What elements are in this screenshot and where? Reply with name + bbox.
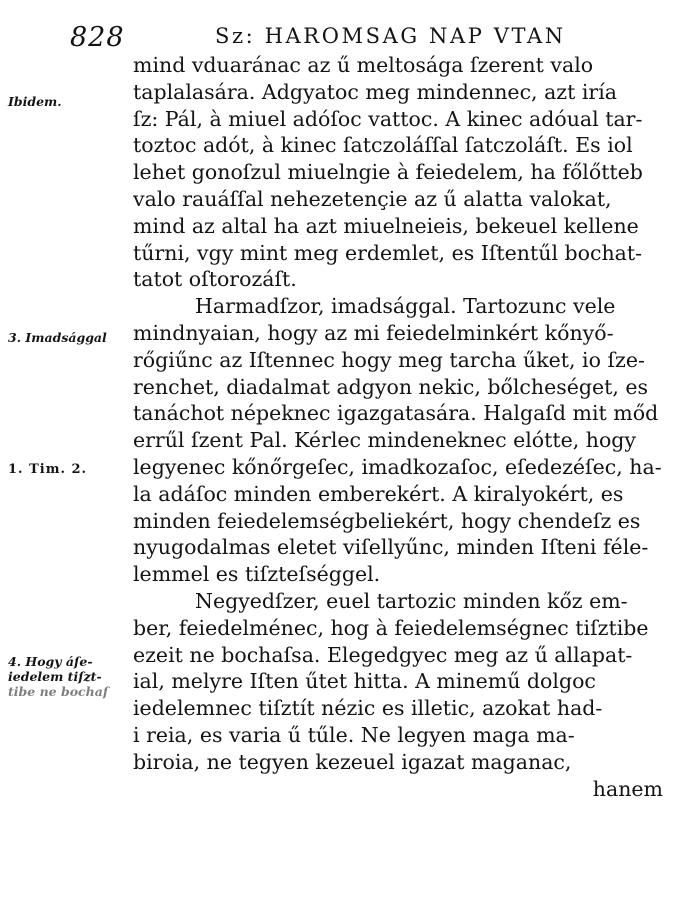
text-line: mind az altal ha azt miuelneieis, bekeuel kellene (133, 213, 639, 238)
text-line: tatot oſtorozáſt. (133, 267, 297, 292)
text-line: tűrni, vgy mint meg erdemlet, es Iſtentűl bochat- (133, 240, 643, 265)
text-line: iedelemnec tiſztít nézic es illetic, azokat had- (133, 696, 603, 721)
paragraph-start-line: Harmadſzor, imadsággal. Tartozunc vele (195, 294, 616, 319)
margin-note-line: 1. Tim. 2. (8, 462, 88, 477)
text-line: taplalasára. Adgyatoc meg mindennec, azt iría (133, 79, 617, 104)
text-line: lehet gonoſzul miuelngie à feiedelem, ha főlőtteb (133, 160, 643, 185)
body-text (133, 52, 663, 802)
text-line: i reia, es varia ű tűle. Ne legyen maga ma- (133, 722, 575, 747)
paragraph-start-line: Negyedſzer, euel tartozic minden kőz em- (195, 588, 628, 613)
text-line: errűl ſzent Pal. Kérlec mindeneknec elótte, hogy (133, 428, 637, 453)
text-line: mindnyaian, hogy az mi feiedelminkért kőnyő- (133, 320, 614, 345)
text-line: ial, melyre Iſten űtet hitta. A minemű dolgoc (133, 669, 596, 694)
page-number: 828 (70, 22, 125, 53)
margin-note-line: Ibidem. (8, 94, 62, 109)
text-line: minden feiedelemségbeliekért, hogy chendeſz es (133, 508, 641, 533)
text-line: legyenec kőnőrgeſec, imadkozaſoc, eſedezéſec, ha- (133, 454, 662, 479)
margin-note-line: tibe ne bochaſ (8, 684, 109, 699)
text-line: la adáſoc minden emberekért. A kiralyokért, es (133, 481, 624, 506)
text-line: mind vduaránac az ű meltosága ſzerent valo (133, 53, 594, 77)
margin-note-prayer (8, 330, 107, 345)
text-line: rőgiűnc az Iſtennec hogy meg tarcha űket, io ſze- (133, 347, 645, 372)
text-line: ezeit ne bochaſsa. Elegedgyec meg az ű allapat- (133, 642, 633, 667)
text-line: lemmel es tiſzteſséggel. (133, 562, 381, 587)
margin-note-office (8, 654, 108, 699)
margin-note-timothy (8, 462, 87, 477)
text-line: tanáchot népeknec igazgatasára. Halgaſd mit mőd (133, 401, 659, 426)
running-head: Sz: HAROMSAG NAP VTAN (215, 24, 566, 48)
margin-note-line: 4. Hogy áſe- (8, 654, 93, 669)
text-line: renchet, diadalmat adgyon nekic, bőlcheséget, es (133, 374, 649, 399)
text-line: nyugodalmas eletet viſellyűnc, minden Iſteni féle- (133, 535, 649, 560)
text-line: toztoc adót, à kinec ſatczoláſſal ſatczoláſt. Es iol (133, 133, 633, 158)
text-line: biroia, ne tegyen kezeuel igazat maganac, (133, 749, 572, 774)
margin-note-ibidem (8, 94, 62, 109)
margin-note-line: 3. Imadsággal (8, 330, 107, 345)
text-line: ber, feiedelménec, hog à feiedelemségnec tiſztibe (133, 615, 649, 640)
margin-note-line: iedelem tiſzt- (8, 669, 102, 684)
text-line: ſz: Pál, à miuel adóſoc vattoc. A kinec adóual tar- (133, 106, 643, 131)
catchword: hanem (592, 776, 663, 801)
text-line: valo rauáſſal nehezetençie az ű alatta valokat, (133, 186, 612, 211)
